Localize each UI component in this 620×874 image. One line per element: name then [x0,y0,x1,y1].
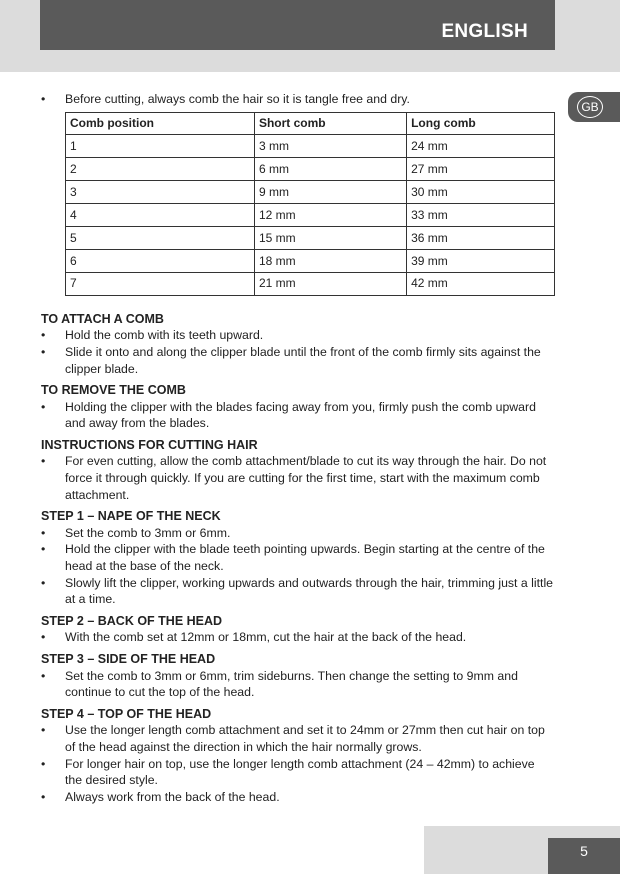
table-cell: 39 mm [407,249,555,272]
table-body [66,135,555,295]
table-cell: 3 [66,181,255,204]
section-heading: INSTRUCTIONS FOR CUTTING HAIR [41,437,258,452]
table-row [66,158,555,181]
instruction-bullet: • Hold the comb with its teeth upward. [41,327,555,344]
section-heading: STEP 4 – TOP OF THE HEAD [41,706,212,721]
instruction-bullet: • Holding the clipper with the blades facing away from you, firmly push the comb upward and away from the blades. [41,399,555,432]
table-cell: 2 [66,158,255,181]
table-cell: 1 [66,135,255,158]
table-cell: 33 mm [407,204,555,227]
section-heading: TO REMOVE THE COMB [41,383,186,398]
instruction-bullet: • Slowly lift the clipper, working upwards and outwards through the hair, trimming just a little at a time. [41,575,555,608]
table-cell: 42 mm [407,272,555,295]
instruction-bullet: • Set the comb to 3mm or 6mm. [41,525,555,542]
instruction-bullet: • Use the longer length comb attachment and set it to 24mm or 27mm then cut hair on top of the head against the direction in which the hair normally grows. [41,722,555,755]
table-cell: 18 mm [254,249,406,272]
table-cell: 6 [66,249,255,272]
table-cell: 6 mm [254,158,406,181]
table-cell: 7 [66,272,255,295]
page-number: 5 [548,838,620,874]
instruction-bullet: • For longer hair on top, use the longer length comb attachment (24 – 42mm) to achieve the desired style. [41,756,555,789]
table-cell: 3 mm [254,135,406,158]
table-cell: 9 mm [254,181,406,204]
table-cell: 4 [66,204,255,227]
section-heading: STEP 2 – BACK OF THE HEAD [41,613,223,628]
intro-bullet: • Before cutting, always comb the hair so it is tangle free and dry. [41,91,555,108]
page-language-title: ENGLISH [441,21,528,42]
col-header-long-comb: Long comb [407,112,555,135]
table-cell: 12 mm [254,204,406,227]
header-bar [40,0,555,50]
language-tab [568,92,620,122]
instruction-bullet: • Hold the clipper with the blade teeth pointing upwards. Begin starting at the centre of the head at the base of the neck. [41,541,555,574]
instruction-bullet: • For even cutting, allow the comb attachment/blade to cut its way through the hair. Do not force it through quickly. If you are cutting for the first time, start with the maximum comb attachment. [41,453,555,503]
col-header-short-comb: Short comb [254,112,406,135]
table-cell: 30 mm [407,181,555,204]
table-row [66,204,555,227]
comb-length-table [65,112,555,296]
table-row [66,135,555,158]
instruction-bullet: • Set the comb to 3mm or 6mm, trim sideburns. Then change the setting to 9mm and continue to cut the top of the head. [41,668,555,701]
table-cell: 5 [66,227,255,250]
instruction-bullet: • With the comb set at 12mm or 18mm, cut the hair at the back of the head. [41,629,555,646]
table-cell: 15 mm [254,227,406,250]
section-heading: STEP 3 – SIDE OF THE HEAD [41,652,216,666]
language-badge: GB [577,96,603,118]
section-heading: STEP 1 – NAPE OF THE NECK [41,509,221,524]
instruction-bullet: • Always work from the back of the head. [41,789,555,806]
col-header-comb-position: Comb position [66,112,255,135]
table-row [66,272,555,295]
table-cell: 27 mm [407,158,555,181]
table-row [66,181,555,204]
table-header-row [66,112,555,135]
section-heading: TO ATTACH A COMB [41,311,164,326]
instruction-sections [41,311,555,806]
table-cell: 36 mm [407,227,555,250]
table-row [66,249,555,272]
table-cell: 24 mm [407,135,555,158]
manual-content [41,91,555,805]
table-cell: 21 mm [254,272,406,295]
table-row [66,227,555,250]
instruction-bullet: • Slide it onto and along the clipper blade until the front of the comb firmly sits against the clipper blade. [41,344,555,377]
